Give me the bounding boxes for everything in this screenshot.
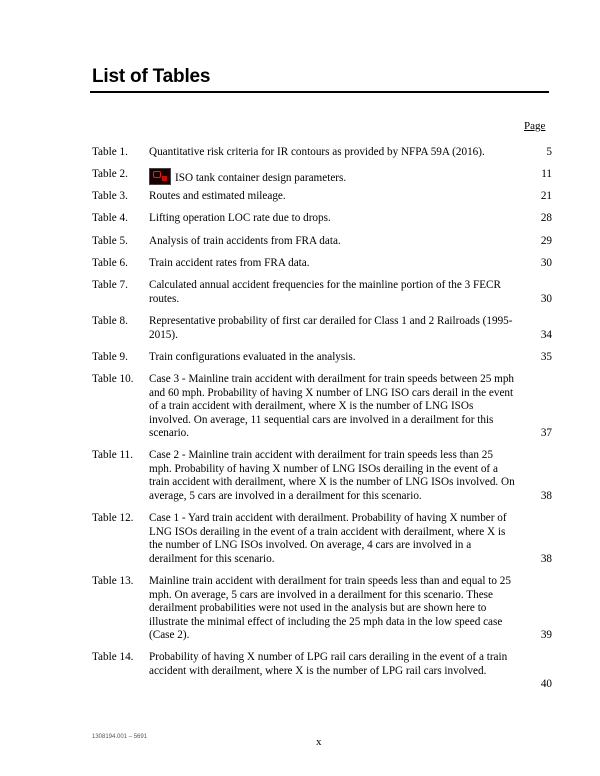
- table-number: Table 5.: [92, 235, 128, 247]
- footer-page-number: x: [316, 736, 322, 748]
- table-description: Train configurations evaluated in the analysis.: [149, 351, 356, 363]
- table-description: Quantitative risk criteria for IR contours as provided by NFPA 59A (2016).: [149, 146, 485, 158]
- table-page-number: 11: [541, 168, 552, 180]
- table-page-number: 5: [546, 146, 552, 158]
- table-page-number: 28: [540, 212, 552, 224]
- table-description: Case 2 - Mainline train accident with derailment for train speeds less than 25 mph. Probability of having X number of LNG ISOs derailing in the event of a train accident with derailment, where X is the number of LNG ISOs involved. On average, 5 cars are involved in a derailment for this scenario.: [149, 449, 515, 502]
- table-page-number: 35: [540, 351, 552, 363]
- table-description: Probability of having X number of LPG rail cars derailing in the event of a train accident with derailment, where X is the number of LPG rail cars involved.: [149, 651, 508, 677]
- table-number: Table 1.: [92, 146, 128, 158]
- table-description: Calculated annual accident frequencies for the mainline portion of the 3 FECR routes.: [149, 279, 501, 305]
- table-description: Representative probability of first car derailed for Class 1 and 2 Railroads (1995-2015).: [149, 315, 513, 341]
- footer-document-id: 1308194.001 – 5691: [92, 734, 148, 740]
- table-number: Table 3.: [92, 190, 128, 202]
- table-page-number: 39: [540, 629, 552, 641]
- table-description: [149, 168, 517, 186]
- page-title: List of Tables: [92, 66, 211, 87]
- table-page-number: 30: [540, 257, 552, 269]
- table-number: Table 9.: [92, 351, 128, 363]
- table-number: Table 10.: [92, 373, 134, 385]
- table-number: Table 13.: [92, 575, 134, 587]
- table-page-number: 40: [540, 678, 552, 690]
- table-description: Lifting operation LOC rate due to drops.: [149, 212, 331, 224]
- table-number: Table 2.: [92, 168, 128, 180]
- title-rule: [90, 91, 549, 93]
- table-page-number: 38: [540, 490, 552, 502]
- table-description-text: ISO tank container design parameters.: [175, 172, 347, 184]
- page-column-header: Page: [524, 120, 546, 132]
- table-page-number: 34: [540, 329, 552, 341]
- table-page-number: 38: [540, 553, 552, 565]
- table-number: Table 8.: [92, 315, 128, 327]
- table-description: Routes and estimated mileage.: [149, 190, 286, 202]
- table-page-number: 30: [540, 293, 552, 305]
- table-description: Mainline train accident with derailment for train speeds less than and equal to 25 mph. On average, 5 cars are involved in a derailment for this scenario. These derailment probabilities were not used in the analysis but are shown here to illustrate the minimal effect of including the 25 mph data in the low speed case (Case 2).: [149, 575, 511, 642]
- table-page-number: 29: [540, 235, 552, 247]
- table-number: Table 7.: [92, 279, 128, 291]
- table-description: Analysis of train accidents from FRA data.: [149, 235, 341, 247]
- table-number: Table 11.: [92, 449, 134, 461]
- table-number: Table 12.: [92, 512, 134, 524]
- table-description: Train accident rates from FRA data.: [149, 257, 310, 269]
- table-page-number: 21: [540, 190, 552, 202]
- broken-image-icon: [149, 168, 171, 185]
- table-page-number: 37: [540, 427, 552, 439]
- table-description: Case 3 - Mainline train accident with derailment for train speeds between 25 mph and 60 mph. Probability of having X number of LNG ISO cars derail in the event of a train accident with derailment, where X is the number of LNG ISOs involved. On average, 11 sequential cars are involved in a derailment for this scenario.: [149, 373, 515, 440]
- table-number: Table 6.: [92, 257, 128, 269]
- table-number: Table 4.: [92, 212, 128, 224]
- table-number: Table 14.: [92, 651, 134, 663]
- table-description: Case 1 - Yard train accident with derailment. Probability of having X number of LNG ISOs derailing in the event of a train accident with derailment, where X is the number of LNG ISOs involved. On average, 4 cars are involved in a derailment for this scenario.: [149, 512, 507, 565]
